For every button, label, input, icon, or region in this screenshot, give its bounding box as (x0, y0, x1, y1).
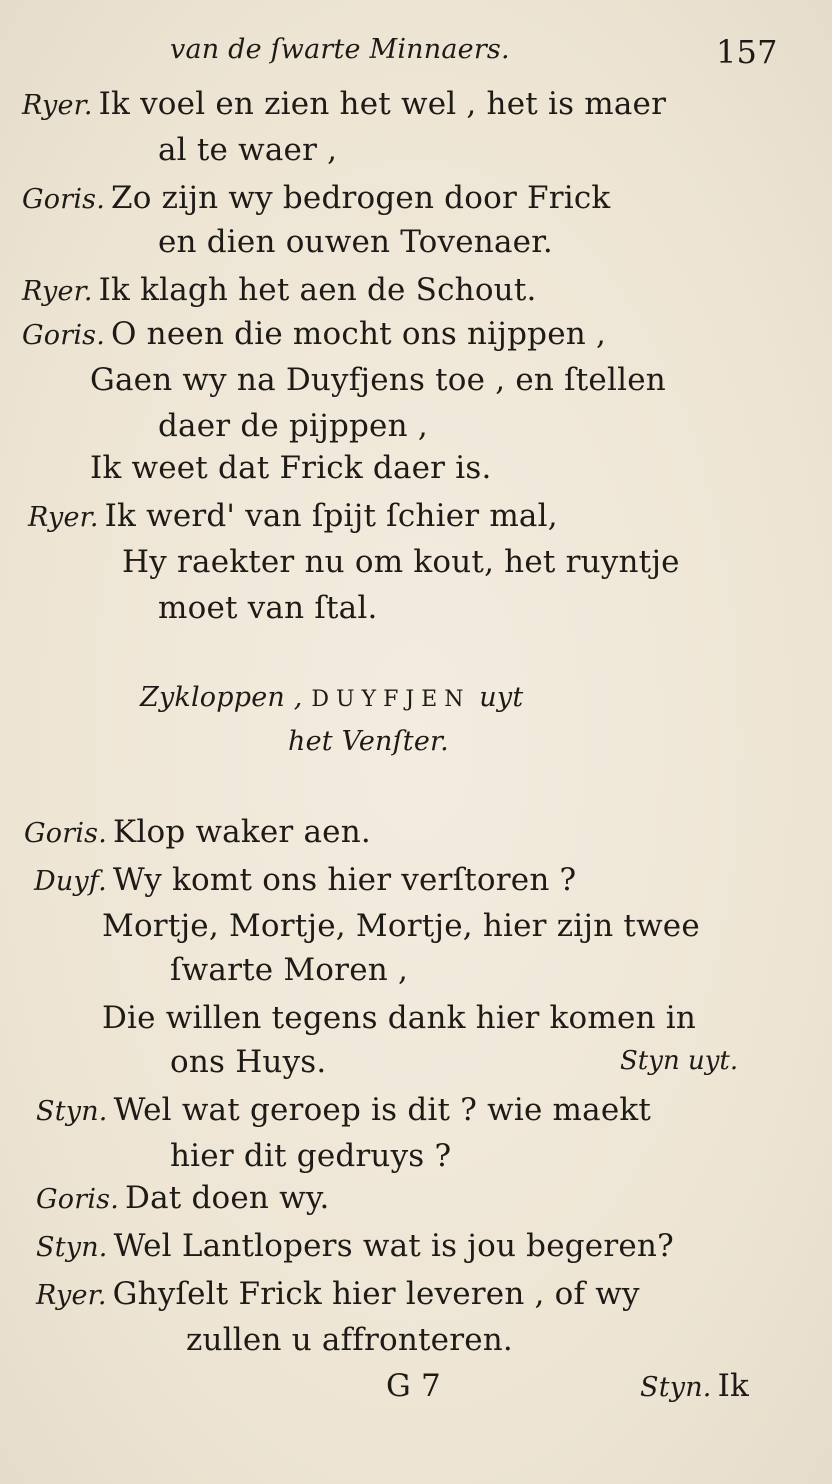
line-text: Ik weet dat Frick daer is. (90, 450, 492, 486)
line-text: Hy raekter nu om kout, het ruyntje (122, 544, 680, 580)
catchword: Styn. Ik (640, 1368, 750, 1404)
exit-note: Styn uyt. (620, 1046, 739, 1076)
line-text: Zo zijn wy bedrogen door Frick (111, 180, 611, 216)
verse-line (36, 1180, 330, 1218)
stage-direction: Zykloppen , DUYFJEN uyt (140, 682, 524, 713)
verse-line (170, 1138, 451, 1174)
line-text: moet van ſtal. (158, 590, 378, 626)
line-text: zullen u affronteren. (186, 1322, 513, 1358)
verse-line (36, 1276, 640, 1314)
verse-line (158, 224, 553, 260)
speaker: Ryer. (22, 90, 93, 121)
line-text: Die willen tegens dank hier komen in (102, 1000, 697, 1036)
verse-line (158, 590, 378, 626)
speaker: Ryer. (22, 276, 93, 307)
verse-line (102, 1000, 696, 1036)
speaker: Ryer. (28, 502, 99, 533)
line-text: Wel Lantlopers wat is jou begeren? (113, 1228, 674, 1264)
verse-line (24, 814, 371, 852)
verse-line (28, 498, 558, 536)
line-text: Ghyſelt Frick hier leveren , of wy (112, 1276, 640, 1312)
line-text: ons Huys. (170, 1044, 327, 1080)
line-text: Gaen wy na Duyfjens toe , en ſtellen (90, 362, 666, 398)
speaker: Ryer. (36, 1280, 107, 1311)
running-title: van de ſwarte Minnaers. (170, 34, 510, 65)
verse-line (34, 862, 576, 900)
line-text: Klop waker aen. (113, 814, 371, 850)
verse-line (22, 272, 537, 310)
verse-line (170, 1044, 326, 1080)
speaker: Goris. (36, 1184, 120, 1215)
line-text: Ik werd' van ſpijt ſchier mal, (104, 498, 558, 534)
line-text: O neen die mocht ons nijppen , (111, 316, 607, 352)
line-text: ſwarte Moren , (170, 952, 409, 988)
line-text: Ik voel en zien het wel , het is maer (98, 86, 667, 122)
line-text: daer de pijppen , (158, 408, 428, 444)
verse-line (90, 362, 666, 398)
verse-line (102, 908, 700, 944)
verse-line (22, 316, 606, 354)
signature-mark: G 7 (386, 1368, 441, 1404)
speaker: Goris. (24, 818, 108, 849)
line-text: Dat doen wy. (125, 1180, 330, 1216)
speaker: Styn. (36, 1232, 108, 1263)
line-text: Mortje, Mortje, Mortje, hier zijn twee (102, 908, 700, 944)
speaker: Duyf. (34, 866, 107, 897)
page-number: 157 (716, 33, 778, 71)
verse-line (36, 1092, 651, 1130)
speaker: Styn. (36, 1096, 108, 1127)
line-text: al te waer , (158, 132, 338, 168)
speaker: Goris. (22, 320, 106, 351)
line-text: Wy komt ons hier verſtoren ? (112, 862, 577, 898)
line-text: en dien ouwen Tovenaer. (158, 224, 553, 260)
verse-line (158, 132, 337, 168)
verse-line (170, 952, 408, 988)
verse-line (90, 450, 492, 486)
verse-line (22, 180, 610, 218)
stage-direction-line2: het Venſter. (288, 726, 449, 757)
line-text: Wel wat geroep is dit ? wie maekt (113, 1092, 652, 1128)
speaker: Goris. (22, 184, 106, 215)
line-text: hier dit gedruys ? (170, 1138, 452, 1174)
verse-line (158, 408, 428, 444)
verse-line (22, 86, 666, 124)
line-text: Ik klagh het aen de Schout. (98, 272, 537, 308)
verse-line (186, 1322, 513, 1358)
verse-line (122, 544, 680, 580)
verse-line (36, 1228, 674, 1266)
